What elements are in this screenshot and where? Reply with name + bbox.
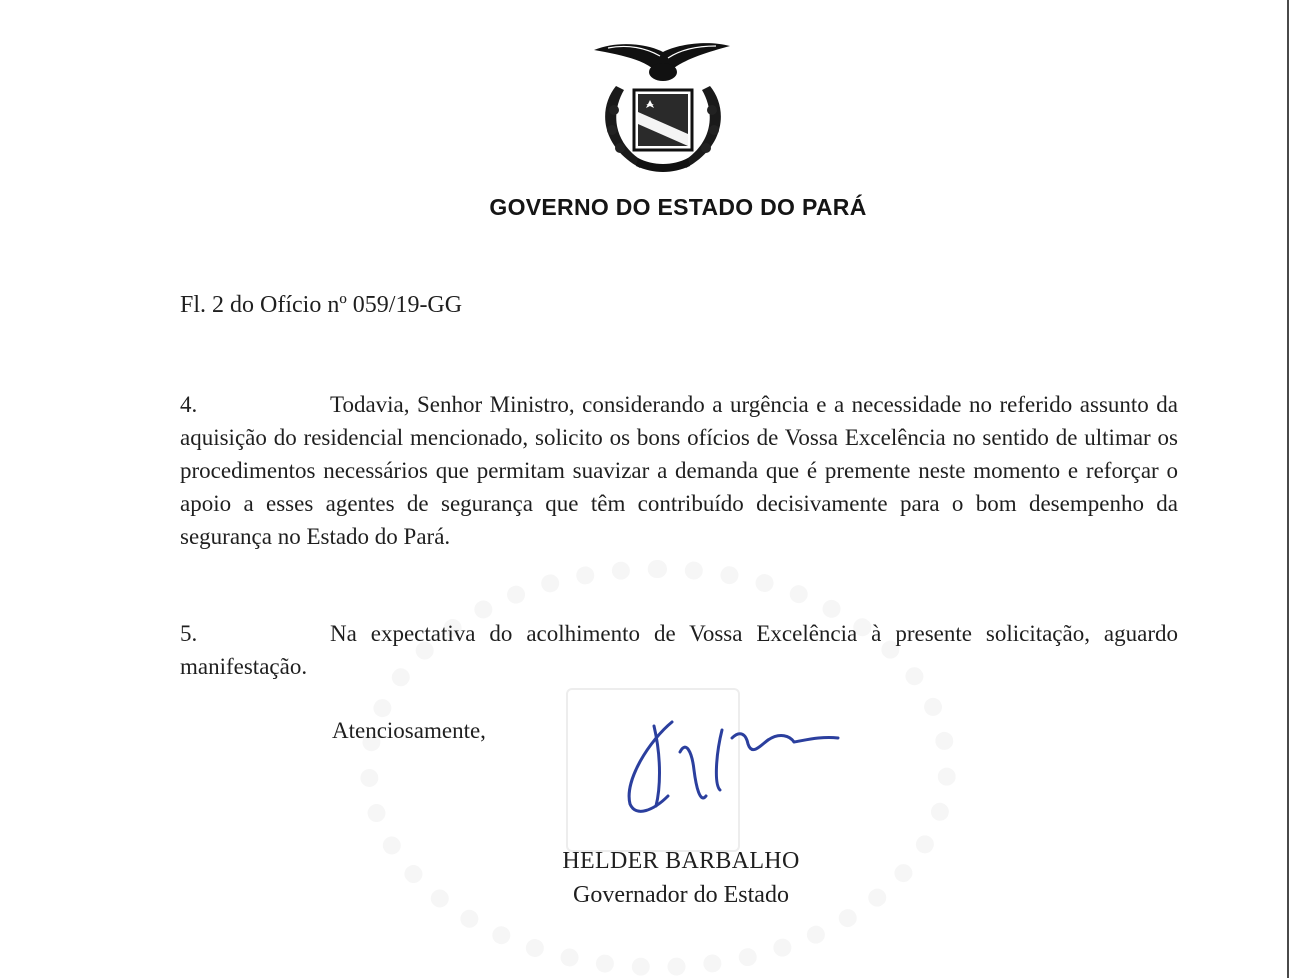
- closing-salutation: Atenciosamente,: [332, 718, 486, 743]
- handwritten-signature-icon: [610, 700, 860, 830]
- government-title: GOVERNO DO ESTADO DO PARÁ: [489, 194, 867, 220]
- signer-role: Governador do Estado: [573, 882, 789, 908]
- page-edge: [1287, 0, 1289, 978]
- para-coat-of-arms-icon: [588, 38, 738, 178]
- signer-name: HELDER BARBALHO: [562, 848, 800, 874]
- document-reference: Fl. 2 do Ofício nº 059/19-GG: [180, 292, 463, 318]
- paragraph-text: Todavia, Senhor Ministro, considerando a urgência e a necessidade no referido assunto da aquisição do residencial mencionado, solicito os bons ofícios de Vossa Excelência no sentido de ultimar os procedimentos necessários que permitam suavizar a demanda que é premente neste momento e reforçar o apoio a esses agentes de segurança que têm contribuído decisivamente para o bom desempenho da segurança no Estado do Pará.: [180, 392, 1178, 549]
- paragraph-number: 4.: [180, 392, 198, 417]
- paragraph-5: [180, 617, 1178, 683]
- paragraph-number: 5.: [180, 621, 198, 646]
- paragraph-4: [180, 388, 1178, 553]
- paragraph-text: Na expectativa do acolhimento de Vossa Excelência à presente solicitação, aguardo manifestação.: [180, 621, 1178, 679]
